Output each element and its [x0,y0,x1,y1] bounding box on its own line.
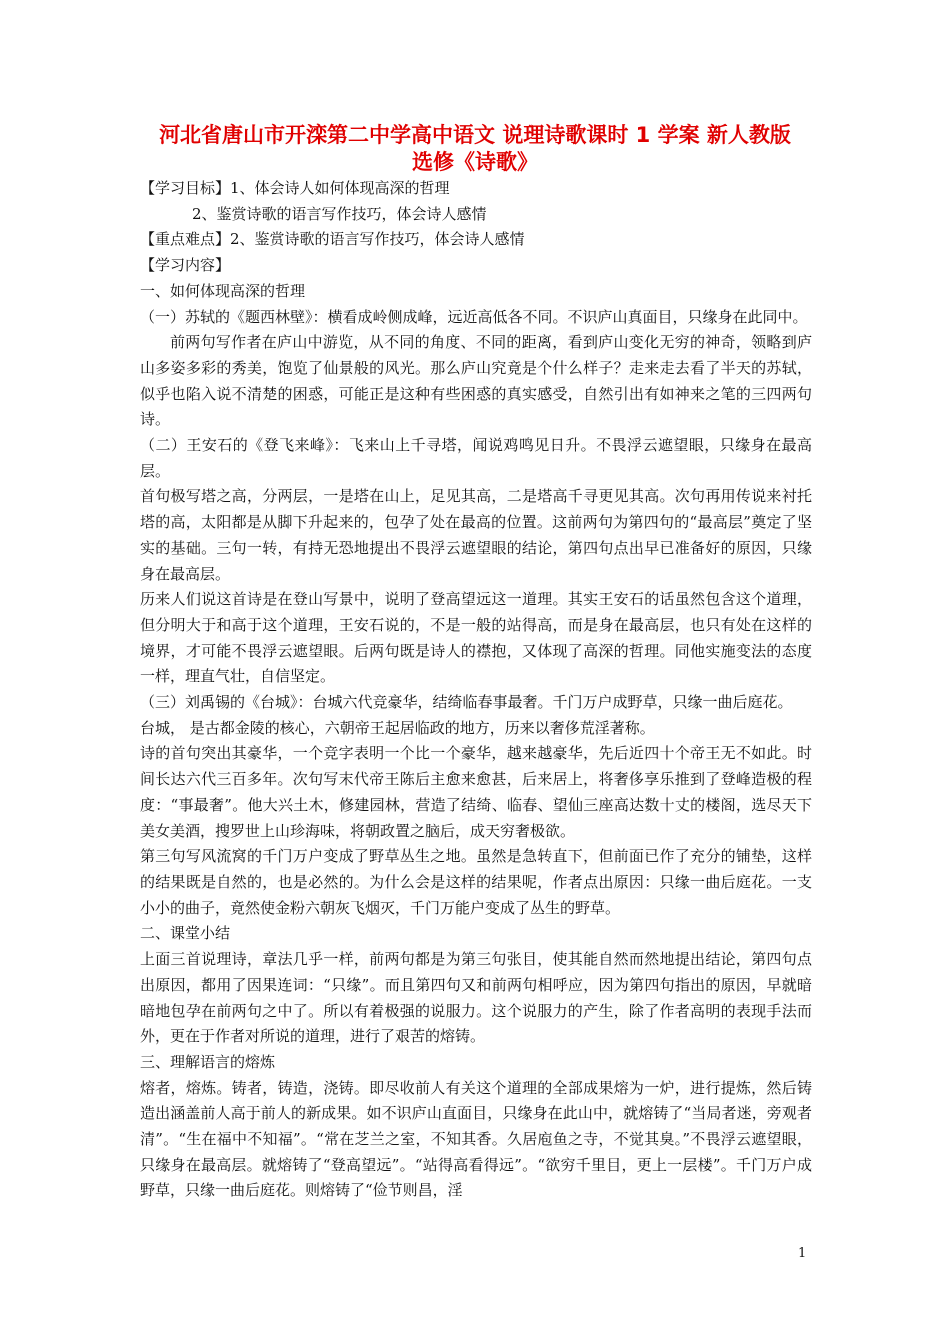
paragraph: 前两句写作者在庐山中游览，从不同的角度、不同的距离，看到庐山变化无穷的神奇，领略到庐山多姿多彩的秀美，饱览了仙景般的风光。那么庐山究竟是个什么样子？走来走去看了半天的苏轼，似乎也陷入说不清楚的困惑，可能正是这种有些困惑的真实感受，自然引出有如神来之笔的三四两句诗。 [140,333,812,429]
paragraph: 熔者，熔炼。铸者，铸造，浇铸。即尽收前人有关这个道理的全部成果熔为一炉，进行提炼，然后铸造出涵盖前人高于前人的新成果。如不识庐山直面目，只缘身在此山中，就熔铸了“当局者迷，旁观者清”。“生在福中不知福”。“常在芝兰之室，不知其香。久居庖鱼之寺，不觉其臭。”不畏浮云遮望眼，只缘身在最高层。就熔铸了“登高望远”。“站得高看得远”。“欲穷千里目，更上一层楼”。千门万户成野草，只缘一曲后庭花。则熔铸了“俭节则昌，淫 [140,1078,812,1200]
paragraph: 历来人们说这首诗是在登山写景中，说明了登高望远这一道理。其实王安石的话虽然包含这个道理，但分明大于和高于这个道理，王安石说的，不是一般的站得高，而是身在最高层，也只有处在这样的境界，才可能不畏浮云遮望眼。后两句既是诗人的襟抱，又体现了高深的哲理。同他实施变法的态度一样，理直气壮，自信坚定。 [140,590,812,686]
paragraph: 诗的首句突出其豪华，一个竞字表明一个比一个豪华，越来越豪华，先后近四十个帝王无不如此。时间长达六代三百多年。次句写末代帝王陈后主愈来愈甚，后来居上，将奢侈享乐推到了登峰造极的程度：“事最奢”。他大兴土木，修建园林，营造了结绮、临春、望仙三座高达数十丈的楼阁，选尽天下美女美酒，搜罗世上山珍海味，将朝政置之脑后，成天穷奢极欲。 [140,744,812,840]
paragraph: 上面三首说理诗，章法几乎一样，前两句都是为第三句张目，使其能自然而然地提出结论，第四句点出原因，都用了因果连词：“只缘”。而且第四句又和前两句相呼应，因为第四句指出的原因，早就暗暗地包孕在前两句之中了。所以有着极强的说服力。这个说服力的产生，除了作者高明的表现手法而外，更在于作者对所说的道理，进行了艰苦的熔铸。 [140,950,812,1046]
learning-goal: 【学习目标】1、体会诗人如何体现高深的哲理 [140,179,450,197]
paragraph: 台城， 是古都金陵的核心，六朝帝王起居临政的地方，历来以奢侈荒淫著称。 [140,718,655,737]
paragraph: 第三句写风流窝的千门万户变成了野草丛生之地。虽然是急转直下，但前面已作了充分的铺垫，这样的结果既是自然的，也是必然的。为什么会是这样的结果呢，作者点出原因：只缘一曲后庭花。一支小小的曲子，竟然使金粉六朝灰飞烟灭，千门万能户变成了丛生的野草。 [140,847,812,917]
section-heading-3: 三、理解语言的熔炼 [140,1052,276,1071]
paragraph: 首句极写塔之高，分两层，一是塔在山上，足见其高，二是塔高千寻更见其高。次句再用传说来衬托塔的高，太阳都是从脚下升起来的，包孕了处在最高的位置。这前两句为第四句的“最高层”奠定了坚实的基础。三句一转，有持无恐地提出不畏浮云遮望眼的结论，第四句点出早已准备好的原因，只缘身在最高层。 [140,487,812,583]
title-line-2: 选修《诗歌》 [412,150,538,174]
paragraph: （三）刘禹锡的《台城》：台城六代竞豪华，结绮临春事最奢。千门万户成野草，只缘一曲后庭花。 [140,693,793,712]
paragraph: （一）苏轼的《题西林壁》：横看成岭侧成峰，远近高低各不同。不识庐山真面目，只缘身在此同中。 [140,307,808,326]
learning-content-heading: 【学习内容】 [140,256,231,275]
key-difficulty: 【重点难点】2、鉴赏诗歌的语言写作技巧，体会诗人感情 [140,230,525,249]
document-body [140,176,812,1204]
document-title [130,122,820,176]
page-number: 1 [798,1246,807,1261]
section-heading-1: 一、如何体现高深的哲理 [140,281,306,300]
title-line-1: 河北省唐山市开滦第二中学高中语文 说理诗歌课时 1 学案 新人教版 [159,123,791,147]
paragraph: （二）王安石的《登飞来峰》：飞来山上千寻塔，闻说鸡鸣见日升。不畏浮云遮望眼，只缘身在最高层。 [140,436,812,480]
learning-goal-2: 2、鉴赏诗歌的语言写作技巧，体会诗人感情 [192,204,487,223]
section-heading-2: 二、课堂小结 [140,924,231,943]
